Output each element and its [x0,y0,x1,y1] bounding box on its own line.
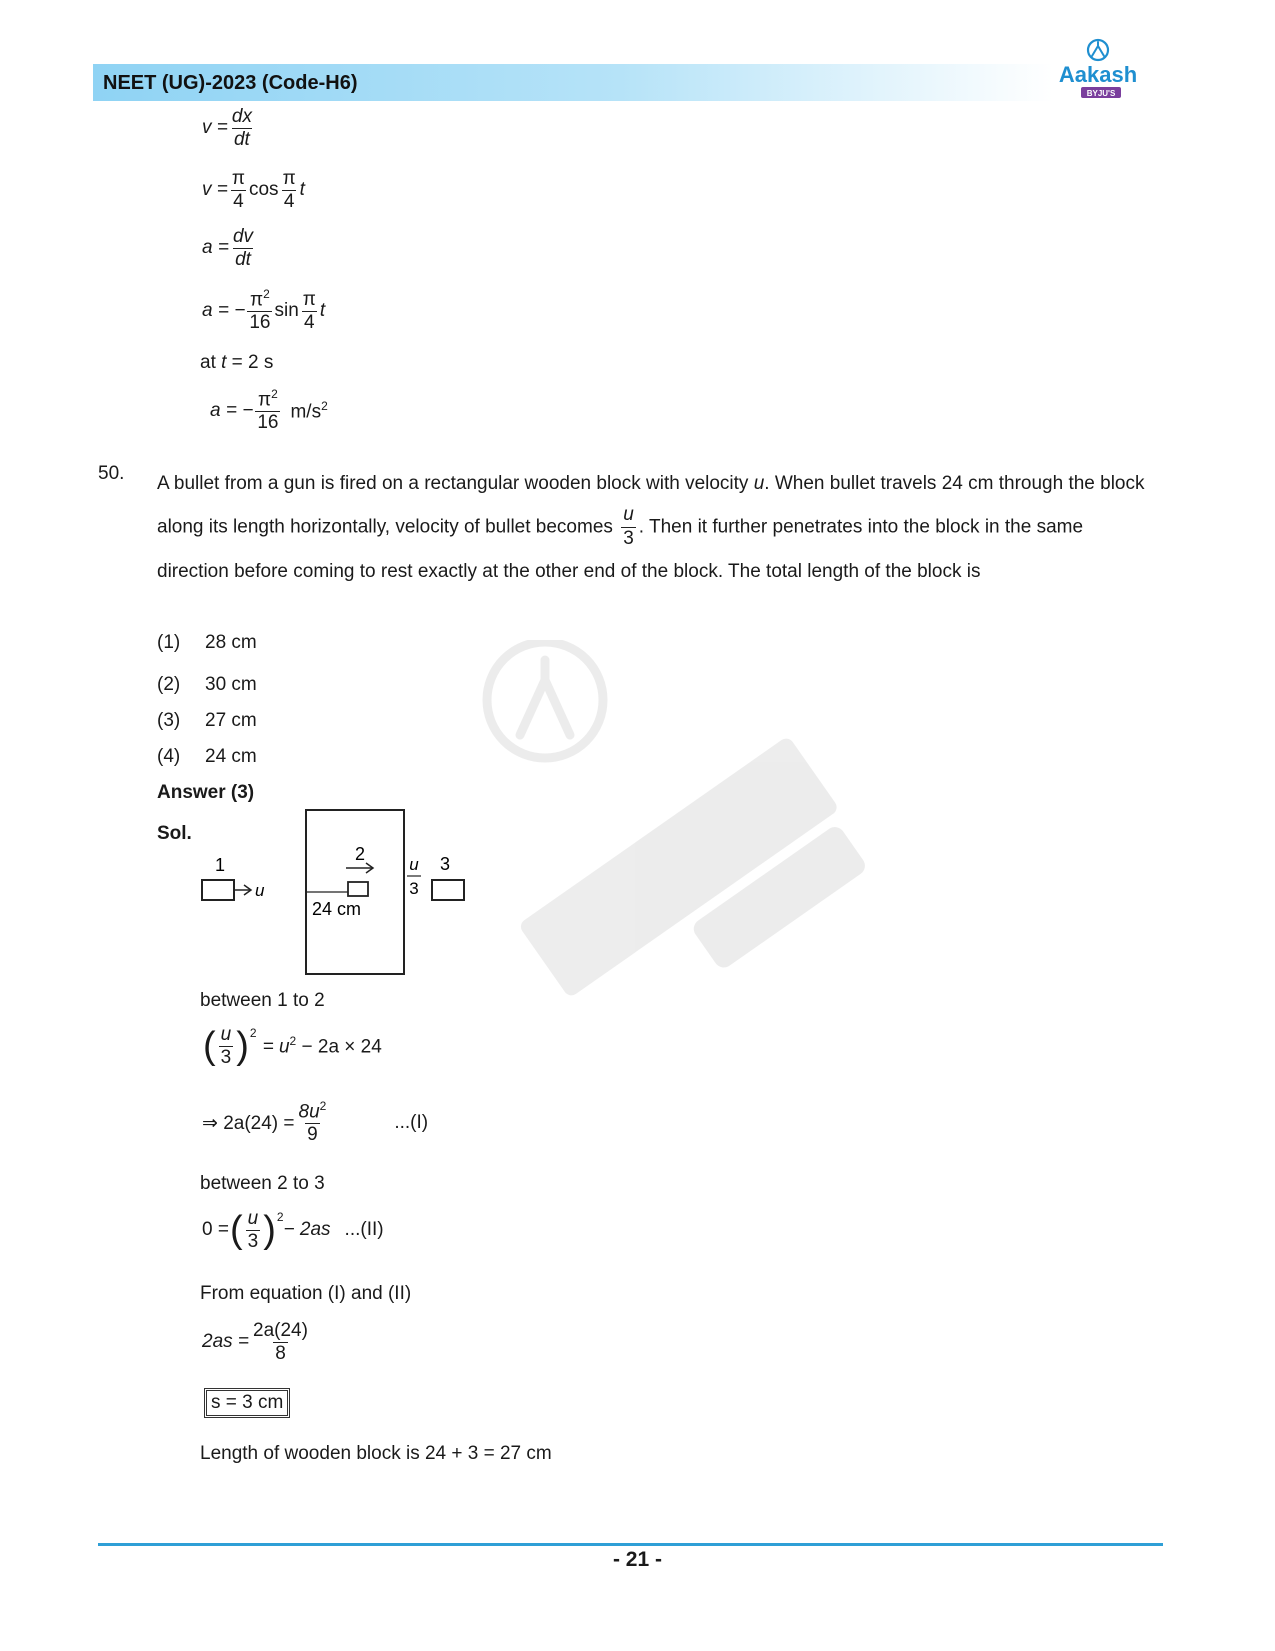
equation-2: ⇒ 2a(24) = $\frac{8u^2}{9}$ ...(I) [202,1099,429,1146]
footer-line [98,1543,1163,1546]
step3-title: From equation (I) and (II) [200,1283,412,1304]
acceleration-result: a = − $\frac{\pi^2}{16}$ $m/s^2$ [210,387,328,434]
boxed-result: s = 3 cm [204,1388,290,1418]
option-1-text: 28 cm [205,632,257,653]
logo-text: Aakash [1058,62,1138,87]
equation-3: 0 = ( $\frac{u}{3}$ ) $^2$ − 2as ...(II) [202,1208,384,1252]
at-time-line: at t = 2 s [200,352,274,373]
option-4-number: (4) [157,746,181,767]
step1-title: between 1 to 2 [200,990,325,1011]
velocity-label: u [255,881,265,900]
option-2-number: (2) [157,674,181,695]
bullet-position-3 [432,880,464,900]
option-3-number: (3) [157,710,181,731]
option-1-number: (1) [157,632,181,653]
distance-label: 24 cm [312,899,362,919]
watermark-logo [440,640,920,1040]
option-2-text: 30 cm [205,674,257,695]
acceleration-equation: a = − $\frac{\pi^2}{16}$ sin $\frac{\pi}{4}$ t [202,287,326,334]
page-title: NEET (UG)-2023 (Code-H6) [103,72,358,94]
solution-label: Sol. [157,823,192,844]
question-body: A bullet from a gun is fired on a rectangular wooden block with velocity u. When bullet travels 24 cm through the block along its length horizontally, velocity of bullet becomes $\frac{u}{3}$ . Then it further penetrates into the block in the same direction before coming to rest exactly at the other end of the block. The total length of the block is [157,463,1159,592]
page-number: - 21 - [612,1548,662,1571]
aakash-logo [1048,38,1148,102]
equation-4: 2as = $\frac{2a(24)}{8}$ [202,1320,308,1364]
fig-frac-den: 3 [409,879,419,898]
equation-1: ( $\frac{u}{3}$ ) $^2$ = $u^2 - 2a \times 24$ [203,1024,382,1068]
answer-label: Answer (3) [157,782,255,803]
logo-sub: BYJU'S [1086,89,1116,98]
velocity-equation: v = $\frac{\pi}{4}$ cos $\frac{\pi}{4}$ t [202,168,305,212]
option-3-text: 27 cm [205,710,257,731]
fig-frac-num: u [409,855,419,874]
label-1: 1 [214,855,226,875]
acceleration-definition: a = $\frac{dv}{dt}$ [202,226,254,270]
conclusion: Length of wooden block is 24 + 3 = 27 cm [200,1443,552,1464]
label-3: 3 [439,854,451,874]
bullet-block-diagram [200,808,480,988]
bullet-position-2 [348,882,368,896]
step2-title: between 2 to 3 [200,1173,325,1194]
label-2: 2 [354,844,366,864]
bullet-position-1 [202,880,234,900]
velocity-definition: v = $\frac{dx}{dt}$ [202,106,252,150]
option-4-text: 24 cm [205,746,257,767]
question-number: 50. [98,463,125,484]
